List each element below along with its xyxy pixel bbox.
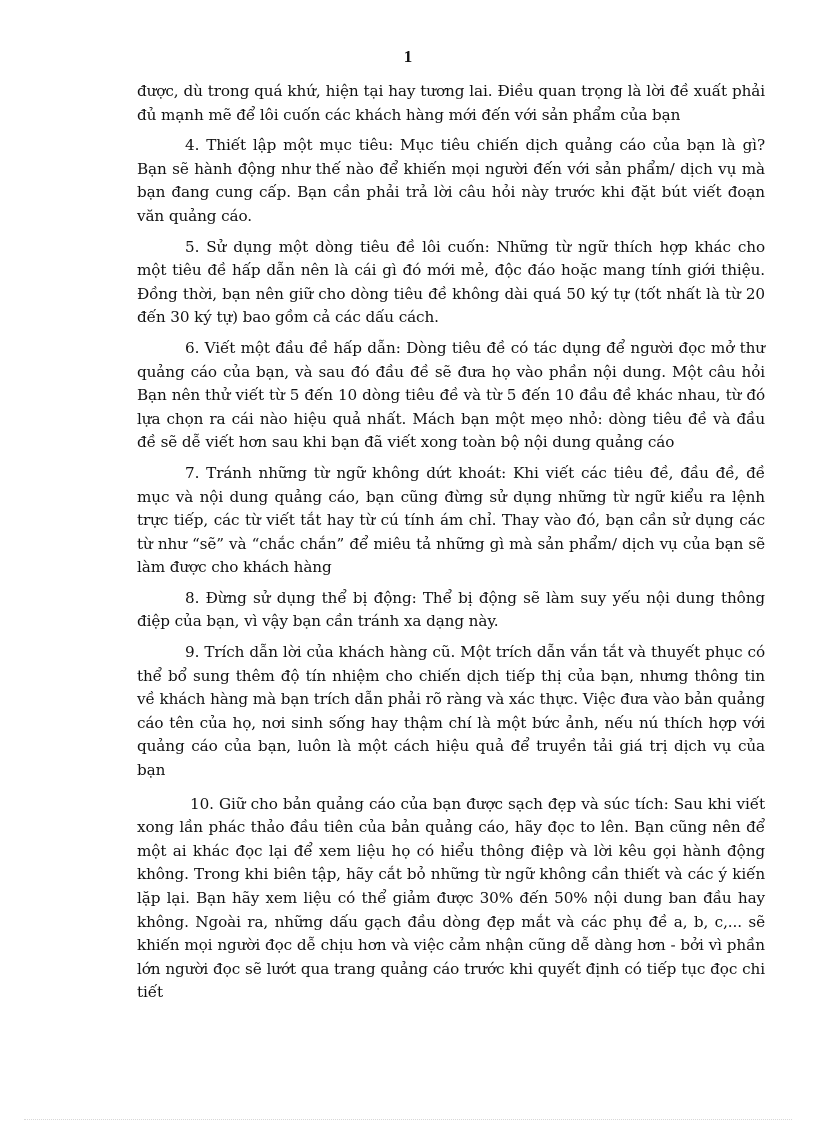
paragraph-item-8: 8. Đừng sử dụng thể bị động: Thể bị động sẽ làm suy yếu nội dung thông điệp của bạn, vì vậy bạn cần tránh xa dạng này. [137,588,765,631]
paragraph-item-6: 6. Viết một đầu đề hấp dẫn: Dòng tiêu đề có tác dụng để người đọc mở thư quảng cáo của bạn, và sau đó đầu đề sẽ đưa họ vào phần nội dung. Một câu hỏi Bạn nên thử viết từ 5 đến 10 dòng tiêu đề và từ 5 đến 10 đầu đề khác nhau, từ đó lựa chọn ra cái nào hiệu quả nhất. Mách bạn một mẹo nhỏ: dòng tiêu đề và đầu đề sẽ dễ viết hơn sau khi bạn đã viết xong toàn bộ nội dung quảng cáo [137,338,765,452]
paragraph-item-10: 10. Giữ cho bản quảng cáo của bạn được sạch đẹp và súc tích: Sau khi viết xong lần phác thảo đầu tiên của bản quảng cáo, hãy đọc to lên. Bạn cũng nên để một ai khác đọc lại để xem liệu họ có hiểu thông điệp và lời kêu gọi hành động không. Trong khi biên tập, hãy cắt bỏ những từ ngữ không cần thiết và các ý kiến lặp lại. Bạn hãy xem liệu có thể giảm được 30% đến 50% nội dung ban đầu hay không. Ngoài ra, những dấu gạch đầu dòng đẹp mắt và các phụ đề a, b, c,... sẽ khiến mọi người đọc dễ chịu hơn và việc cảm nhận cũng dễ dàng hơn - bởi vì phần lớn người đọc sẽ lướt qua trang quảng cáo trước khi quyết định có tiếp tục đọc chi tiết [137,794,765,1002]
paragraph-item-5: 5. Sử dụng một dòng tiêu đề lôi cuốn: Những từ ngữ thích hợp khác cho một tiêu đề hấp dẫn nên là cái gì đó mới mẻ, độc đáo hoặc mang tính giới thiệu. Đồng thời, bạn nên giữ cho dòng tiêu đề không dài quá 50 ký tự (tốt nhất là từ 20 đến 30 ký tự) bao gồm cả các dấu cách. [137,237,765,327]
page-number: 1 [403,47,413,66]
paragraph-item-7: 7. Tránh những từ ngữ không dứt khoát: Khi viết các tiêu đề, đầu đề, đề mục và nội dung quảng cáo, bạn cũng đừng sử dụng những từ ngữ kiểu ra lệnh trực tiếp, các từ viết tắt hay từ cú tính ám chỉ. Thay vào đó, bạn cần sử dụng các từ như “sẽ” và “chắc chắn” để miêu tả những gì mà sản phẩm/ dịch vụ của bạn sẽ làm được cho khách hàng [137,463,765,577]
document-body [137,80,765,1012]
page-bottom-divider [24,1119,792,1120]
paragraph-item-4: 4. Thiết lập một mục tiêu: Mục tiêu chiến dịch quảng cáo của bạn là gì? Bạn sẽ hành động như thế nào để khiến mọi người đến với sản phẩm/ dịch vụ mà bạn đang cung cấp. Bạn cần phải trả lời câu hỏi này trước khi đặt bút viết đoạn văn quảng cáo. [137,136,765,225]
paragraph-continuation: được, dù trong quá khứ, hiện tại hay tương lai. Điều quan trọng là lời đề xuất phải đủ mạnh mẽ để lôi cuốn các khách hàng mới đến với sản phẩm của bạn [137,82,765,124]
paragraph-item-9: 9. Trích dẫn lời của khách hàng cũ. Một trích dẫn vắn tắt và thuyết phục có thể bổ sung thêm độ tín nhiệm cho chiến dịch tiếp thị của bạn, nhưng thông tin về khách hàng mà bạn trích dẫn phải rõ ràng và xác thực. Việc đưa vào bản quảng cáo tên của họ, nơi sinh sống hay thậm chí là một bức ảnh, nếu nú thích hợp với quảng cáo của bạn, luôn là một cách hiệu quả để truyền tải giá trị dịch vụ của bạn [137,643,765,780]
